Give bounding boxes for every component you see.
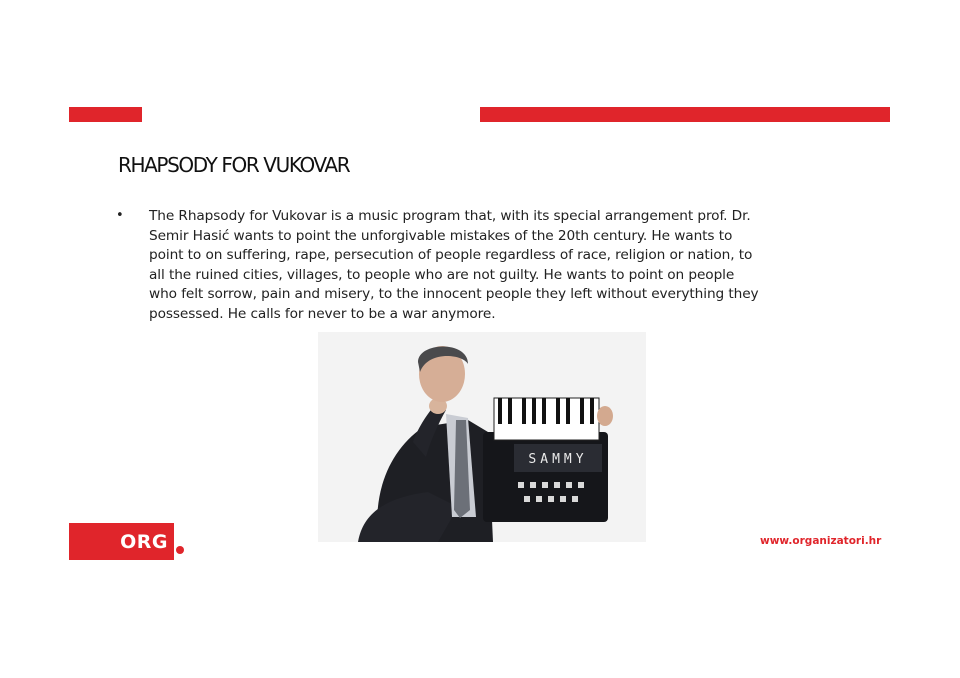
bullet-marker: • (116, 208, 124, 223)
paragraph-line: The Rhapsody for Vukovar is a music program that, with its special arrangement prof. Dr. (149, 208, 751, 224)
logo-text: ORG (120, 531, 168, 553)
paragraph-line: possessed. He calls for never to be a war anymore. (149, 305, 496, 322)
bullet-paragraph (149, 207, 849, 325)
slide-title: RHAPSODY FOR VUKOVAR (118, 153, 350, 177)
accent-bar-left (69, 107, 142, 122)
accordionist-photo (318, 332, 646, 542)
paragraph-line: Semir Hasić wants to point the unforgivable mistakes of the 20th century. He wants to (149, 227, 733, 244)
paragraph-line: all the ruined cities, villages, to people who are not guilty. He wants to point on people (149, 266, 735, 283)
accordionist-illustration (318, 332, 646, 542)
org-logo (69, 523, 174, 560)
paragraph-line: point to on suffering, rape, persecution of people regardless of race, religion or nation, to (149, 247, 753, 264)
accordion-lettering: SAMMY (528, 452, 588, 467)
accent-bar-right (480, 107, 890, 122)
website-url: www.organizatori.hr (760, 535, 882, 547)
paragraph-line: who felt sorrow, pain and misery, to the innocent people they left without everything they (149, 286, 759, 303)
logo-dot-icon (176, 546, 184, 554)
